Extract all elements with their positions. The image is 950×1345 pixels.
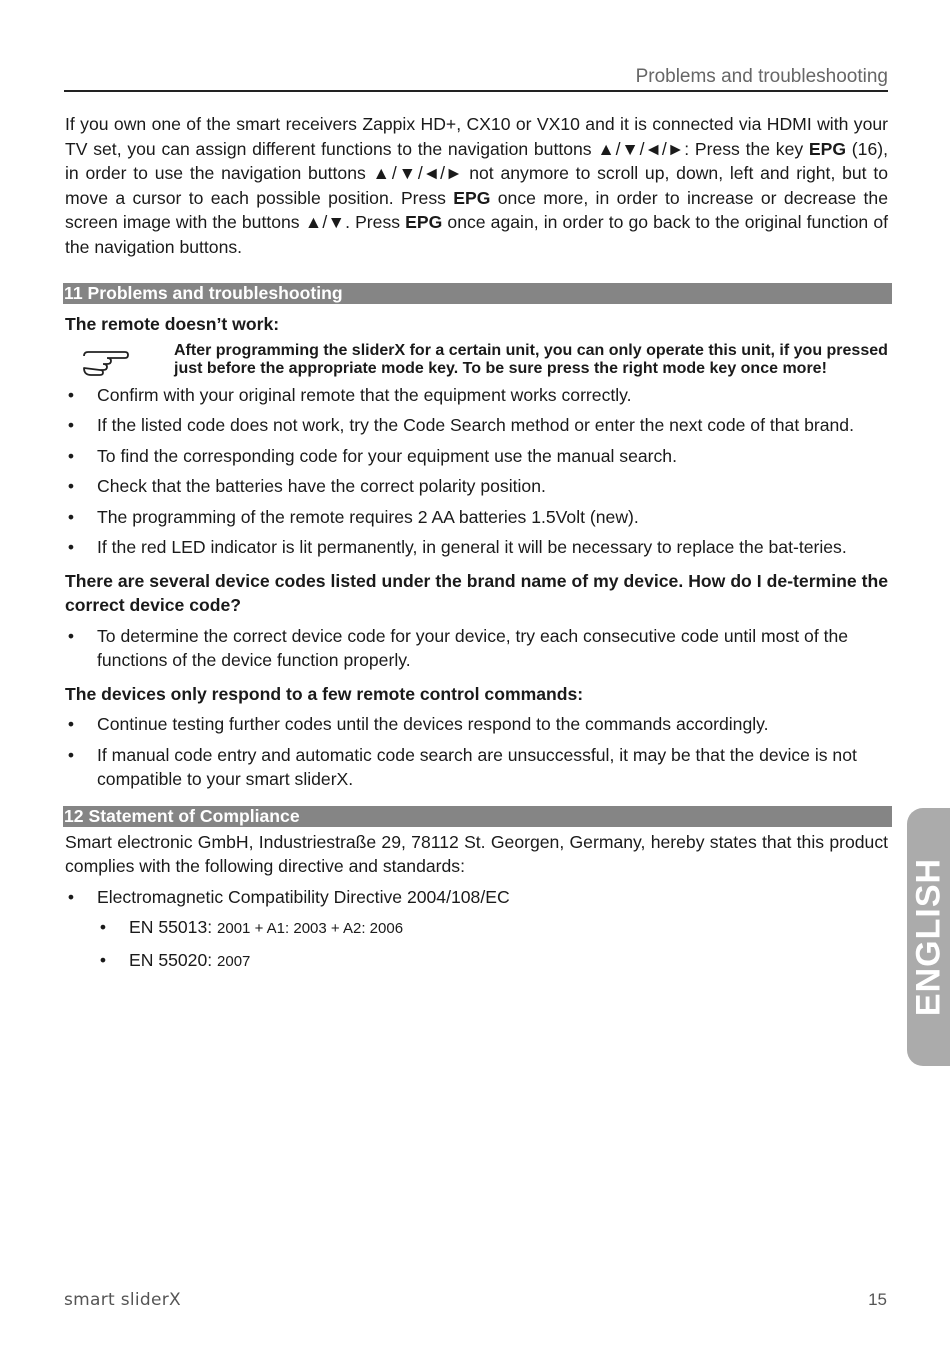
heading-several-device-codes: There are several device codes listed under the brand name of my device. How do I de-termine the correct device code? — [65, 570, 888, 615]
page-content — [65, 112, 888, 974]
list-item-text: Check that the batteries have the correct polarity position. — [97, 476, 546, 496]
language-side-tab-label: ENGLISH — [909, 857, 948, 1017]
section-11-title: 11 Problems and troubleshooting — [63, 283, 892, 304]
list-item — [65, 535, 888, 560]
intro-paragraph — [65, 112, 888, 259]
list-item-text: If the listed code does not work, try the Code Search method or enter the next code of that brand. — [97, 415, 854, 435]
list-item — [65, 948, 888, 975]
intro-text-4: once again, in order to go back to the original function of the navigation buttons. — [65, 212, 888, 257]
bullets-few-commands — [65, 712, 888, 792]
pointing-hand-icon — [81, 348, 129, 376]
intro-key-epg-1: EPG — [808, 138, 847, 159]
bullet-icon: • — [67, 625, 75, 646]
intro-key-epg-3: EPG — [405, 212, 443, 232]
bullet-icon: • — [67, 384, 75, 405]
standard-name: EN 55013: — [129, 917, 218, 937]
list-item-text: The programming of the remote requires 2 AA batteries 1.5Volt (new). — [97, 506, 639, 527]
bullets-device-codes — [65, 624, 888, 673]
bullet-icon: • — [67, 886, 75, 907]
running-header-title: Problems and troubleshooting — [635, 66, 888, 87]
list-item — [65, 885, 888, 910]
intro-text-2: (16), in order to use the navigation buttons ▲/▼/◄/► not anymore to scroll up, down, left and right, but to move a cursor to each possible position. Press — [65, 138, 888, 208]
bullet-icon: • — [67, 744, 75, 765]
page-number: 15 — [868, 1290, 887, 1309]
list-item — [65, 505, 888, 530]
bullet-icon: • — [67, 506, 75, 527]
bullet-icon: • — [67, 714, 75, 734]
bullet-icon: • — [67, 537, 75, 557]
list-item-text: If manual code entry and automatic code search are unsuccessful, it may be that the device is not compatible to your smart sliderX. — [97, 744, 857, 789]
bullet-icon: • — [67, 415, 75, 435]
language-side-tab — [907, 808, 950, 1066]
list-item — [65, 712, 888, 737]
list-item-text: To find the corresponding code for your equipment use the manual search. — [97, 445, 677, 466]
bullet-icon: • — [67, 445, 75, 466]
list-item — [65, 383, 888, 408]
bullet-icon: • — [67, 476, 75, 496]
list-item — [65, 474, 888, 499]
list-item — [65, 915, 888, 942]
list-item — [65, 444, 888, 469]
bullets-compliance — [65, 885, 888, 910]
list-item — [65, 624, 888, 673]
intro-text-3: once more, in order to increase or decrease the screen image with the buttons ▲/▼. Press — [65, 187, 888, 232]
list-item — [65, 743, 888, 792]
compliance-statement: Smart electronic GmbH, Industriestraße 29, 78112 St. Georgen, Germany, hereby states that this product complies with the following directive and standards: — [65, 831, 888, 876]
list-item-text: Confirm with your original remote that the equipment works correctly. — [97, 384, 632, 405]
heading-few-commands: The devices only respond to a few remote control commands: — [65, 683, 584, 704]
footer-brand: smart sliderX — [64, 1290, 181, 1310]
standard-detail: 2007 — [217, 952, 251, 970]
heading-remote-not-working: The remote doesn’t work: — [65, 314, 280, 334]
standards-list — [65, 915, 888, 974]
section-12-title: 12 Statement of Compliance — [63, 806, 892, 827]
list-item — [65, 413, 888, 438]
intro-text-1: If you own one of the smart receivers Zappix HD+, CX10 or VX10 and it is connected via HDMI with your TV set, you can assign different functions to the navigation buttons ▲/▼/◄/►: Press the key — [65, 114, 888, 159]
standard-name: EN 55020: — [129, 949, 218, 970]
list-item-text: If the red LED indicator is lit permanently, in general it will be necessary to replace the bat-teries. — [97, 537, 847, 557]
note-block — [65, 342, 888, 378]
directive-text: Electromagnetic Compatibility Directive 2004/108/EC — [97, 886, 510, 907]
note-text: After programming the sliderX for a certain unit, you can only operate this unit, if you pressed just before the appropriate mode key. To be sure press the right mode key once more! — [174, 341, 888, 377]
list-item-text: To determine the correct device code for your device, try each consecutive code until most of the functions of the device function properly. — [97, 625, 849, 670]
standard-detail: 2001 + A1: 2003 + A2: 2006 — [217, 920, 404, 937]
list-item-text: Continue testing further codes until the devices respond to the commands accordingly. — [97, 714, 769, 734]
bullets-remote-not-working — [65, 383, 888, 560]
bullet-icon: • — [99, 949, 107, 970]
bullet-icon: • — [99, 917, 107, 937]
running-header — [64, 64, 888, 92]
intro-key-epg-2: EPG — [453, 187, 491, 208]
